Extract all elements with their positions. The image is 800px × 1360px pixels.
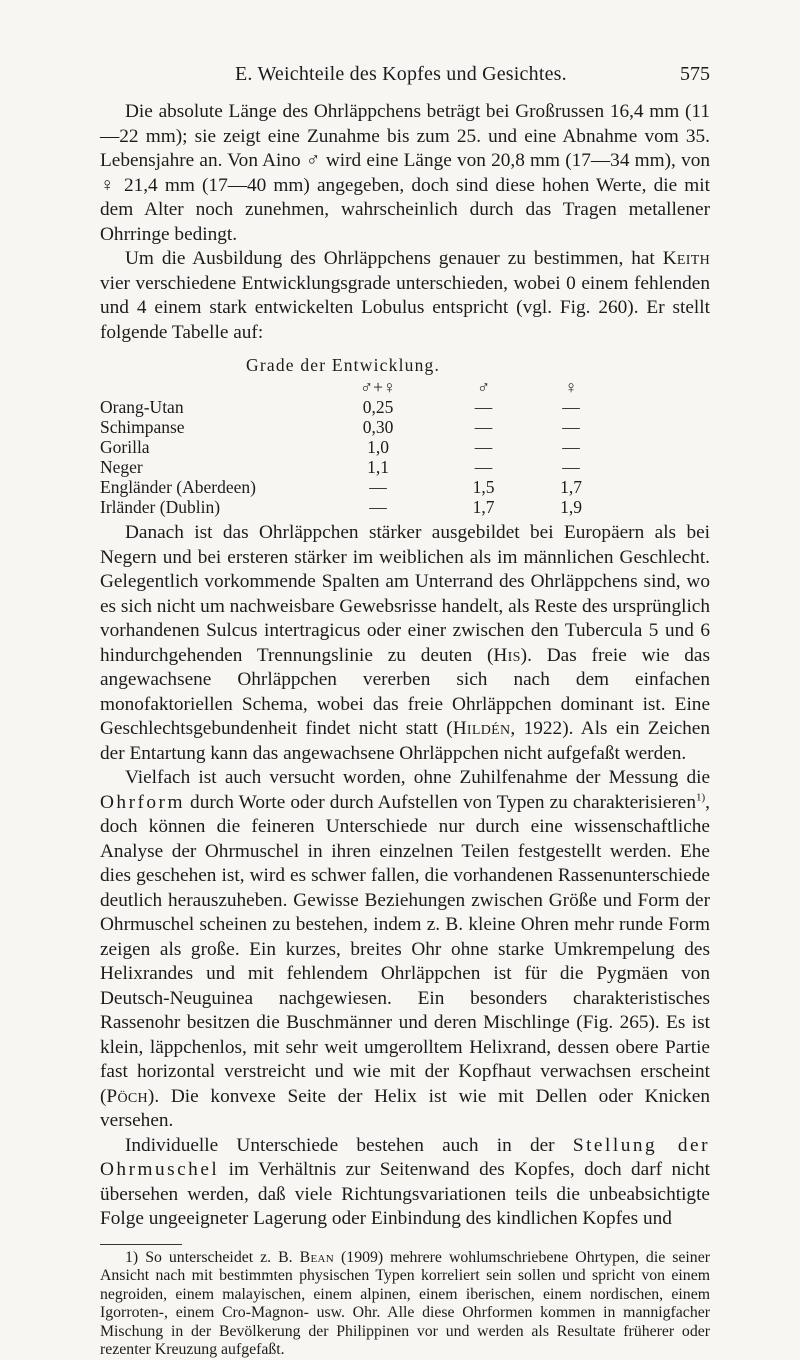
cell-both: 0,25	[362, 397, 394, 417]
footnote-divider	[100, 1244, 182, 1245]
author-his: His	[493, 644, 521, 666]
paragraph-stellung	[100, 1134, 710, 1232]
text-run: , doch können die feineren Unterschiede nur durch eine wissenschaftliche Analyse der Ohrmuschel in ihren einzelnen Teilen festgestellt werden. Ehe dies geschehen ist, wird es schwer fallen, die vorhandenen Rassenunterschiede deutlich herauszuheben. Gewisse Beziehungen zwischen Größe und Form der Ohrmuschel scheinen zu bestehen, indem z. B. kleine Ohren mehr runde Form zeigen als große. Ein kurzes, breites Ohr ohne starke Umkrempelung des Helixrandes und mit fehlendem Ohrläppchen ist für die Pygmäen von Deutsch-Neuguinea nachgewiesen. Ein besonders charakteristisches Rassenohr besitzen die Buschmänner und deren Mischlinge (Fig. 265). Es ist klein, läppchenlos, mit sehr weit umgerolltem Helixrand, dessen obere Partie fast horizontal verstreicht und wie mit der Kopfhaut verwachsen erscheint (	[100, 791, 710, 1107]
cell-male: —	[474, 437, 493, 457]
footnote	[100, 1249, 710, 1360]
text-run: Danach ist das Ohrläppchen stärker ausgebildet bei Europäern als bei Negern und bei ersteren stärker im weiblichen als im männlichen Geschlecht. Gelegentlich vorkommende Spalten am Unterrand des Ohrläppchens sind, wo es sich nicht um nachweisbare Gewebsrisse handelt, als Reste des ursprünglich vorhandenen Sulcus intertragicus oder einer zwischen den Tubercula 5 und 6 hindurchgehenden Trennungslinie zu deuten (	[100, 522, 710, 666]
cell-both: —	[369, 497, 387, 517]
text-run: ). Das freie wie das angewachsene Ohrläppchen vererben sich nach dem einfachen monofaktoriellen Schema, wobei das freie Ohrläppchen dominant ist. Eine Geschlechtsgebundenheit findet nicht statt (	[100, 644, 710, 739]
author-bean: Bean	[299, 1248, 334, 1266]
cell-both: 1,1	[367, 457, 389, 477]
table-row	[100, 457, 606, 477]
text-run: vier verschiedene Entwicklungsgrade unterschieden, wobei 0 einem fehlenden und 4 einem stark entwickelten Lobulus entspricht (vgl. Fig. 260). Er stellt folgende Tabelle auf:	[100, 272, 710, 343]
footnote-text	[100, 1249, 710, 1360]
table-row	[100, 437, 606, 457]
row-label: Neger	[100, 457, 143, 477]
main-text	[100, 100, 710, 1360]
row-label: Orang-Utan	[100, 397, 184, 417]
cell-male: 1,5	[472, 477, 495, 497]
text-run: durch Worte oder durch Aufstellen von Typen zu charakterisieren	[190, 791, 696, 813]
table-row	[100, 477, 606, 497]
cell-male: —	[474, 417, 493, 437]
cell-both: —	[369, 477, 387, 497]
table-row	[100, 497, 606, 517]
cell-male: —	[474, 457, 493, 477]
cell-female: —	[562, 397, 580, 417]
text-run: (1909) mehrere wohlumschriebene Ohrtypen, die seiner Ansicht nach mit bestimmten physischen Typen korreliert sein sollen und spricht von einem negroiden, einem malayischen, einem alpinen, einem iberischen, einem nordischen, einem Igorroten-, einem Cro-Magnon- usw. Ohr. Alle diese Ohrformen kommen in mannigfacher Mischung in der Bevölkerung der Philippinen vor und werden als Resultate früherer oder rezenter Kreuzung aufgefaßt.	[100, 1248, 710, 1358]
author-hilden: Hildén	[452, 718, 511, 739]
row-label: Engländer (Aberdeen)	[100, 477, 256, 497]
footnote-ref[interactable]: 1)	[696, 791, 706, 804]
text-run: im Verhältnis zur Seitenwand des Kopfes, doch darf nicht übersehen werden, daß viele Richtungsvariationen teils die unbeabsichtigte Folge ungeeigneter Lagerung oder Einbindung des kindlichen Kopfes und	[100, 1159, 711, 1229]
page-number: 575	[680, 63, 710, 85]
paragraph-keith	[100, 247, 710, 345]
author-keith: Keith	[662, 248, 710, 269]
cell-female: —	[562, 457, 580, 477]
grade-table	[100, 377, 606, 517]
table-row	[100, 417, 606, 437]
text-run: ). Die konvexe Seite der Helix ist wie mit Dellen oder Knicken versehen.	[100, 1085, 710, 1131]
text-run: Vielfach ist auch versucht worden, ohne Zuhilfenahme der Messung die	[125, 767, 710, 788]
row-label: Schimpanse	[100, 417, 185, 437]
table-caption: Grade der Entwicklung.	[246, 355, 441, 375]
cell-male: —	[474, 397, 493, 417]
term-ohrform: Ohrform	[100, 791, 185, 813]
header-male: ♂	[476, 377, 491, 397]
cell-male: 1,7	[472, 497, 495, 517]
text-run: Individuelle Unterschiede bestehen auch in der	[125, 1134, 555, 1156]
header-blank	[100, 377, 325, 397]
author-poech: Pöch	[106, 1085, 148, 1107]
paragraph-earlobe-length: Die absolute Länge des Ohrläppchens beträgt bei Großrussen 16,4 mm (11—22 mm); sie zeigt eine Zunahme bis zum 25. und eine Abnahme vom 35. Lebensjahre an. Von Aino ♂ wird eine Länge von 20,8 mm (17—34 mm), von ♀ 21,4 mm (17—40 mm) angegeben, doch sind diese hohen Werte, die mit dem Alter noch zunehmen, wahrscheinlich durch das Tragen metallener Ohrringe bedingt.	[100, 101, 710, 245]
running-title: E. Weichteile des Kopfes und Gesichtes.	[235, 63, 567, 85]
cell-both: 1,0	[367, 437, 389, 457]
cell-female: —	[562, 417, 580, 437]
paragraph-ohrform	[100, 766, 710, 1134]
text-run: Um die Ausbildung des Ohrläppchens genauer zu bestimmen, hat	[125, 248, 655, 269]
header-female: ♀	[564, 377, 578, 397]
paragraph-europeans	[100, 521, 710, 766]
header-both-sexes: ♂+♀	[359, 377, 397, 397]
table-header-row	[100, 377, 606, 397]
table-row	[100, 397, 606, 417]
cell-female: —	[562, 437, 580, 457]
text-run: , 1922). Als ein Zeichen der Entartung kann das angewachsene Ohrläppchen nicht aufgefaßt werden.	[100, 718, 710, 764]
row-label: Irländer (Dublin)	[100, 497, 221, 517]
text-run: 1) So unterscheidet z. B.	[125, 1248, 293, 1266]
cell-female: 1,7	[560, 477, 582, 497]
cell-both: 0,30	[362, 417, 394, 437]
term-stellung: Stellung der Ohrmuschel	[100, 1134, 710, 1180]
cell-female: 1,9	[560, 497, 582, 517]
row-label: Gorilla	[100, 437, 150, 457]
development-grade-table	[100, 355, 710, 517]
